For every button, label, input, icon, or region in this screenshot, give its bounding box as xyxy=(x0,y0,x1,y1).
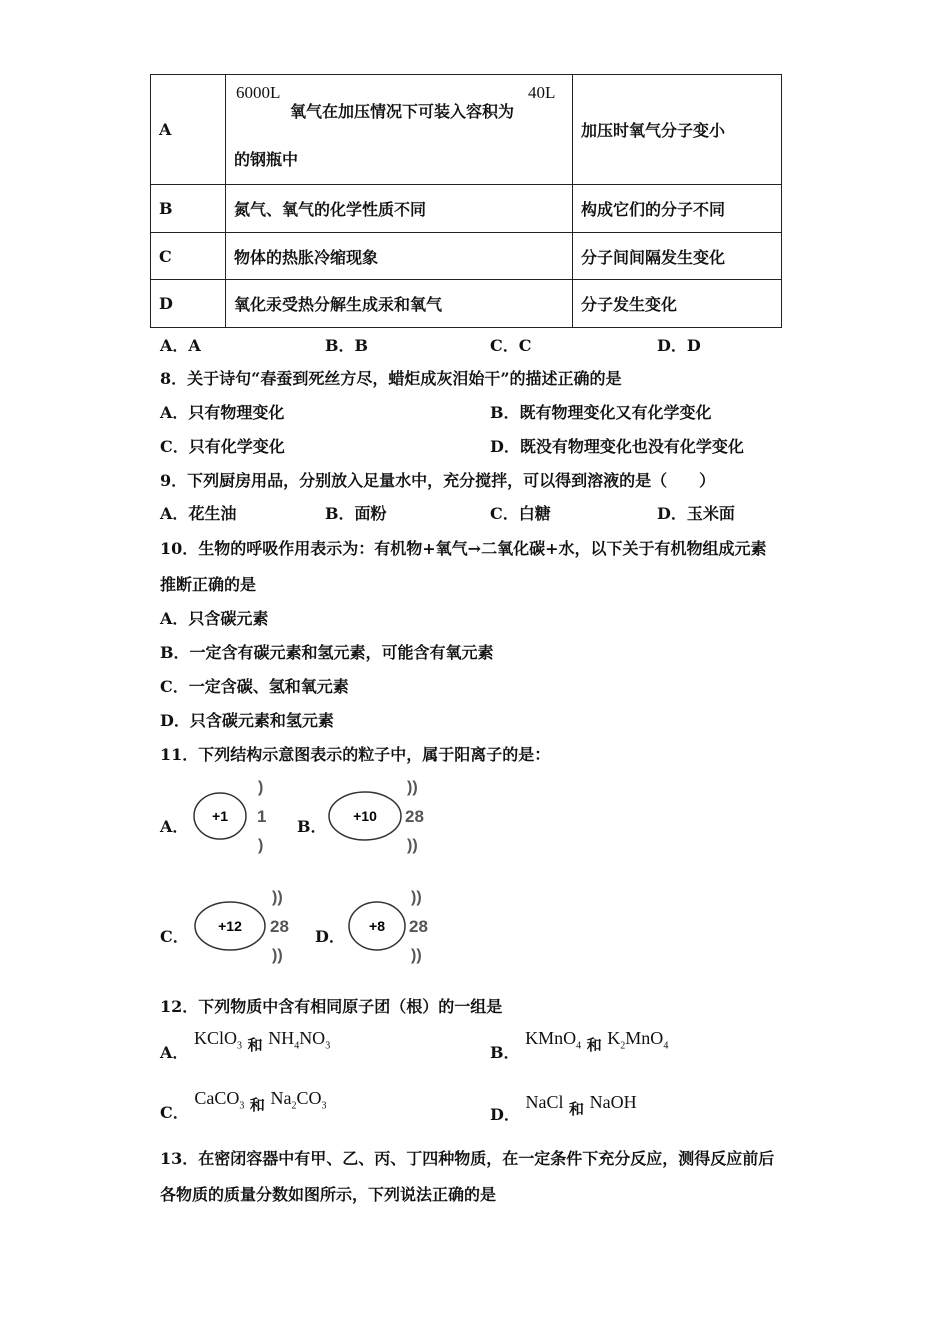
q9-option-c: C．白糖 xyxy=(490,504,551,523)
row-fact: 物体的热胀冷缩现象 xyxy=(226,233,573,280)
table-row xyxy=(151,233,782,280)
amount-40l: 40L xyxy=(528,83,556,102)
table-row xyxy=(151,185,782,233)
q8-option-c: C．只有化学变化 xyxy=(160,437,285,456)
formula-kclo3: KClO$_3$ xyxy=(194,1028,243,1052)
formula-caco3: CaCO$_3$ xyxy=(194,1088,245,1112)
q12-option-c xyxy=(160,1086,327,1122)
and-text: 和 xyxy=(249,1096,265,1114)
q7-option-d: D．D xyxy=(657,336,701,355)
svg-text:)): )) xyxy=(407,779,418,796)
formula-k2mno4: $K_2MnO_4$ xyxy=(607,1028,669,1052)
option-label: B． xyxy=(490,1043,520,1062)
q9-option-d: D．玉米面 xyxy=(657,504,735,523)
option-label: C． xyxy=(160,927,189,946)
q11-option-a xyxy=(160,776,290,856)
svg-text:): ) xyxy=(258,779,264,796)
q11-option-b xyxy=(297,776,447,856)
q10-option-b: B．一定含有碳元素和氢元素，可能含有氧元素 xyxy=(160,643,494,662)
option-label: D． xyxy=(490,1105,520,1124)
q10-option-d: D．只含碳元素和氢元素 xyxy=(160,711,334,730)
row-label: D xyxy=(151,280,226,328)
table-row xyxy=(151,280,782,328)
fact-text: 氧气在加压情况下可装入容积为 xyxy=(290,102,515,121)
formula-na2co3: $Na_2CO_3$ xyxy=(270,1088,327,1112)
atom-structure-diagram xyxy=(188,776,308,856)
fact-text-cont: 的钢瓶中 xyxy=(234,150,299,169)
q7-option-c: C．C xyxy=(490,336,532,355)
q10-option-a: A．只含碳元素 xyxy=(160,609,269,628)
q8-option-b: B．既有物理变化又有化学变化 xyxy=(490,403,712,422)
shell-electrons: 28 xyxy=(409,917,428,936)
q7-table xyxy=(150,74,782,328)
option-label: A． xyxy=(160,1043,189,1062)
shell-electrons: 28 xyxy=(270,917,289,936)
q9-stem: 9．下列厨房用品，分别放入足量水中，充分搅拌，可以得到溶液的是（ ） xyxy=(160,471,716,490)
q12-stem: 12．下列物质中含有相同原子团（根）的一组是 xyxy=(160,997,503,1016)
q8-stem: 8．关于诗句“春蚕到死丝方尽，蜡炬成灰泪始干”的描述正确的是 xyxy=(160,369,622,388)
row-label: C xyxy=(151,233,226,280)
formula-nh4no3: $NH_4NO_3$ xyxy=(268,1028,331,1052)
formula-naoh: NaOH xyxy=(589,1092,637,1112)
atom-structure-diagram xyxy=(190,884,320,964)
q11-stem: 11．下列结构示意图表示的粒子中，属于阳离子的是： xyxy=(160,745,551,764)
q7-option-b: B．B xyxy=(325,336,369,355)
q12-option-d xyxy=(490,1090,637,1124)
shell-electrons: 1 xyxy=(257,807,267,826)
q10-stem-cont: 推断正确的是 xyxy=(160,575,257,594)
row-explain: 加压时氧气分子变小 xyxy=(573,75,782,185)
q12-option-b xyxy=(490,1026,669,1062)
shell-electrons: 28 xyxy=(405,807,424,826)
and-text: 和 xyxy=(247,1036,263,1054)
table-row xyxy=(151,75,782,185)
nucleus-charge: +12 xyxy=(218,918,242,934)
q10-option-c: C．一定含碳、氢和氧元素 xyxy=(160,677,349,696)
q11-option-c xyxy=(160,884,310,964)
atom-structure-diagram xyxy=(345,884,455,964)
option-label: D． xyxy=(315,927,345,946)
nucleus-charge: +10 xyxy=(353,808,377,824)
q12-option-a xyxy=(160,1026,331,1062)
row-explain: 分子间间隔发生变化 xyxy=(573,233,782,280)
q8-option-d: D．既没有物理变化也没有化学变化 xyxy=(490,437,744,456)
svg-text:)): )) xyxy=(411,947,422,964)
option-label: C． xyxy=(160,1103,189,1122)
row-fact: 氮气、氧气的化学性质不同 xyxy=(226,185,573,233)
row-label: B xyxy=(151,185,226,233)
and-text: 和 xyxy=(586,1036,602,1054)
svg-text:)): )) xyxy=(272,947,283,964)
and-text: 和 xyxy=(569,1100,585,1118)
amount-6000l: 6000L xyxy=(236,83,281,102)
row-explain: 构成它们的分子不同 xyxy=(573,185,782,233)
row-label: A xyxy=(151,75,226,185)
q11-option-d xyxy=(315,884,445,964)
q7-option-a: A．A xyxy=(160,336,201,355)
row-fact: 氧化汞受热分解生成汞和氧气 xyxy=(226,280,573,328)
q8-option-a: A．只有物理变化 xyxy=(160,403,285,422)
option-label: B． xyxy=(297,817,327,836)
q10-stem: 10．生物的呼吸作用表示为：有机物+氧气→二氧化碳+水，以下关于有机物组成元素 xyxy=(160,539,767,558)
svg-text:)): )) xyxy=(272,889,283,906)
formula-kmno4: KMnO$_4$ xyxy=(525,1028,582,1052)
q13-stem-cont: 各物质的质量分数如图所示，下列说法正确的是 xyxy=(160,1185,497,1204)
svg-text:)): )) xyxy=(411,889,422,906)
option-label: A． xyxy=(160,817,189,836)
svg-text:)): )) xyxy=(407,837,418,854)
nucleus-charge: +1 xyxy=(212,808,228,824)
row-explain: 分子发生变化 xyxy=(573,280,782,328)
q9-option-a: A．花生油 xyxy=(160,504,237,523)
formula-nacl: NaCl xyxy=(525,1092,564,1112)
atom-structure-diagram xyxy=(325,776,455,856)
q9-option-b: B．面粉 xyxy=(325,504,387,523)
svg-text:): ) xyxy=(258,837,264,854)
row-fact xyxy=(226,75,573,185)
nucleus-charge: +8 xyxy=(369,918,385,934)
q13-stem: 13．在密闭容器中有甲、乙、丙、丁四种物质，在一定条件下充分反应，测得反应前后 xyxy=(160,1149,775,1168)
